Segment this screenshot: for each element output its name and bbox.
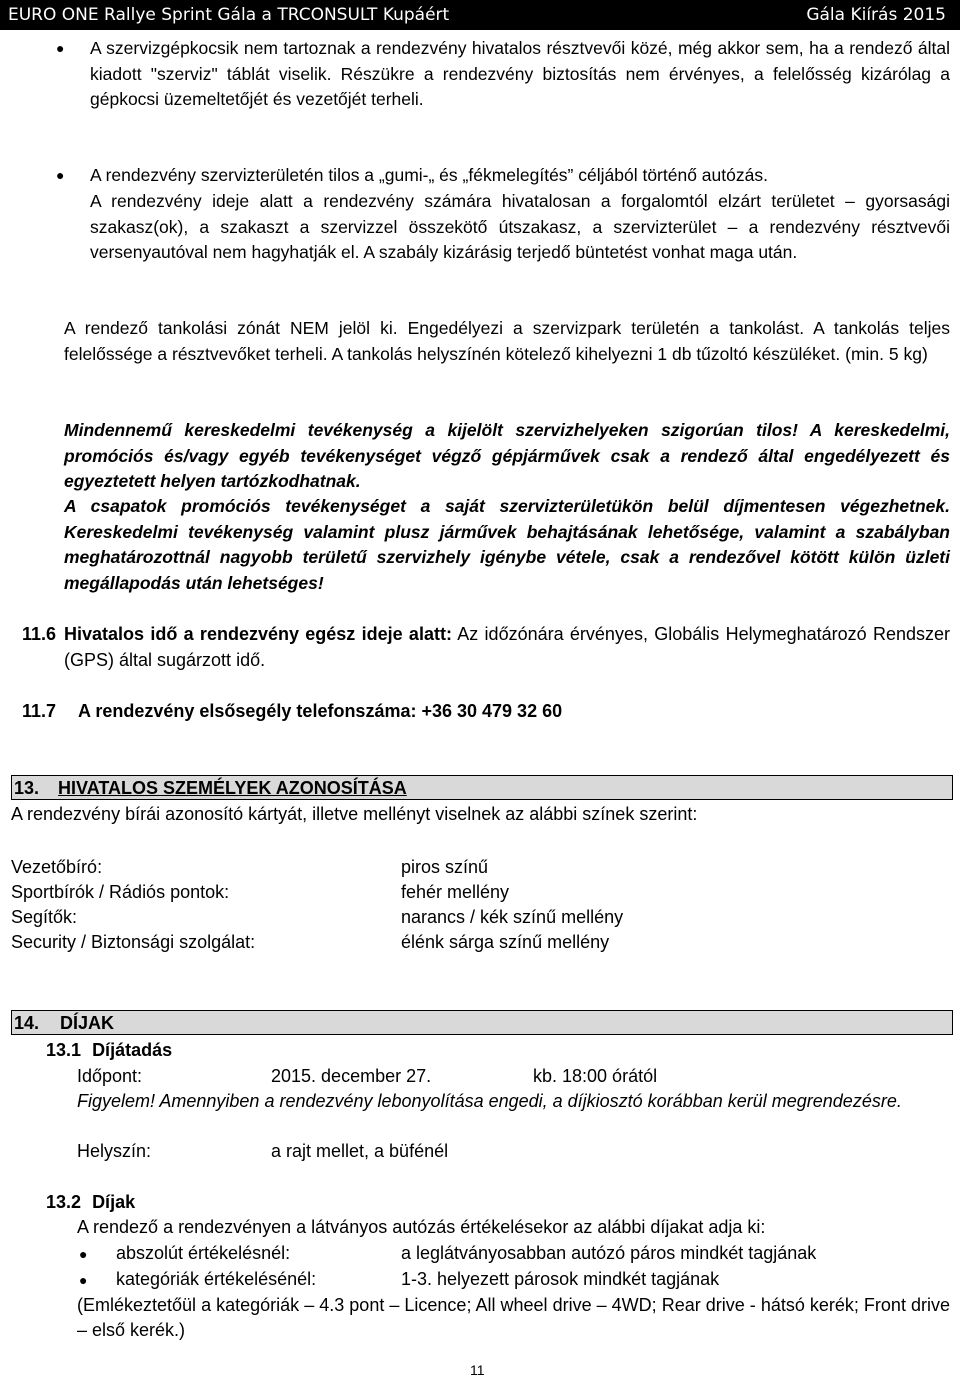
section-13-1-title: Díjátadás — [92, 1040, 173, 1060]
section-14-title: DÍJAK — [60, 1013, 115, 1033]
official-color: élénk sárga színű mellény — [401, 932, 610, 952]
page-header — [0, 0, 960, 30]
prize-value: 1-3. helyezett párosok mindkét tagjának — [401, 1269, 720, 1289]
award-place: a rajt mellet, a büfénél — [271, 1141, 449, 1161]
paragraph-closed-area: A rendezvény ideje alatt a rendezvény számára hivatalosan a forgalomtól elzárt területet – gyorsasági szakasz(ok), a szakaszt a szervizzel összekötő útszakasz, a szervizterület – a rendezvény résztvevői versenyautóval nem hagyhatják el. A szabály kizárásig terjedő büntetést vonhat maga után. — [90, 191, 950, 262]
bullet-icon: ● — [79, 1272, 88, 1288]
award-time-label: Időpont: — [77, 1066, 143, 1086]
paragraph-commercial-ban: Mindennemű kereskedelmi tevékenység a kijelölt szervizhelyeken szigorúan tilos! A kereskedelmi, promóciós és/vagy egyéb tevékenységet végző gépjárművek csak a rendező által engedélyezett és egyeztetett helyen tartózkodhatnak. — [64, 420, 950, 491]
section-13-number: 13. — [14, 778, 40, 798]
prize-value: a leglátványosabban autózó páros mindkét tagjának — [401, 1243, 817, 1263]
section-11-7-text: A rendezvény elsősegély telefonszáma: +36 30 479 32 60 — [78, 701, 563, 721]
bullet-service-cars: A szervizgépkocsik nem tartoznak a rendezvény hivatalos résztvevői közé, még akkor sem, ha a rendező által kiadott "szerviz" táblát viselik. Részükre a rendezvény biztosítás nem érvényes, a felelősség kizárólag a gépkocsi üzemeltetőjét és vezetőjét terheli. — [90, 38, 950, 109]
paragraph-refuelling: A rendező tankolási zónát NEM jelöl ki. Engedélyezi a szervizpark területén a tankolást. A tankolás teljes felelőssége a résztvevőket terheli. A tankolás helyszínén kötelező kihelyezni 1 db tűzoltó készüléket. (min. 5 kg) — [64, 318, 950, 364]
category-note: (Emlékeztetőül a kategóriák – 4.3 pont – Licence; All wheel drive – 4WD; Rear drive - hátsó kerék; Front drive – első kerék.) — [77, 1295, 950, 1340]
section-11-6-title: Hivatalos idő a rendezvény egész ideje alatt: — [64, 624, 452, 644]
official-role: Vezetőbíró: — [11, 857, 103, 877]
award-place-label: Helyszín: — [77, 1141, 152, 1161]
section-13-title: HIVATALOS SZEMÉLYEK AZONOSÍTÁSA — [58, 778, 407, 798]
section-13-intro: A rendezvény bírái azonosító kártyát, illetve mellényt viselnek az alábbi színek szerint: — [11, 804, 698, 824]
prizes-intro: A rendező a rendezvényen a látványos autózás értékelésekor az alábbi díjakat adja ki: — [77, 1217, 766, 1237]
prize-label: kategóriák értékelésénél: — [116, 1269, 317, 1289]
official-role: Segítők: — [11, 907, 78, 927]
section-11-6-text: Az időzónára érvényes, Globális Helymeghatározó Rendszer (GPS) által sugárzott idő. — [64, 624, 950, 670]
section-14-number: 14. — [14, 1013, 40, 1033]
section-13-2-title: Díjak — [92, 1192, 136, 1212]
official-color: narancs / kék színű mellény — [401, 907, 624, 927]
award-note-label: Figyelem! — [77, 1091, 156, 1111]
bullet-tyre-warming: A rendezvény szervizterületén tilos a „gumi-„ és „fékmelegítés” céljából történő autózás. — [90, 165, 768, 185]
award-date: 2015. december 27. — [271, 1066, 432, 1086]
official-role: Security / Biztonsági szolgálat: — [11, 932, 256, 952]
header-doc-name: Gála Kiírás 2015 — [806, 5, 946, 25]
section-13-2-heading — [46, 1190, 135, 1215]
section-13-header — [11, 775, 953, 800]
section-11-6-number: 11.6 — [22, 624, 57, 644]
official-color: fehér mellény — [401, 882, 510, 902]
official-color: piros színű — [401, 857, 489, 877]
award-note-text: Amennyiben a rendezvény lebonyolítása engedi, a díjkiosztó korábban kerül megrendezésre. — [159, 1091, 902, 1111]
bullet-icon: ● — [79, 1246, 88, 1262]
bullet-icon: ● — [56, 40, 65, 56]
page-number: 11 — [470, 1362, 485, 1378]
section-14-header — [11, 1010, 953, 1035]
section-13-2-number: 13.2 — [46, 1192, 82, 1212]
paragraph-promotion: A csapatok promóciós tevékenységet a saját szervizterületükön belül díjmentesen végezhetnek. Kereskedelmi tevékenység valamint plusz járművek behajtásának lehetősége, valamint a szabályban meghatározottnál nagyobb területű szervizhely igénybe vétele, csak a rendezővel kötött külön üzleti megállapodás után lehetséges! — [64, 496, 950, 593]
section-11-6 — [64, 622, 950, 673]
prize-label: abszolút értékelésnél: — [116, 1243, 291, 1263]
header-title: EURO ONE Rallye Sprint Gála a TRCONSULT Kupáért — [8, 5, 450, 25]
section-13-1-heading — [46, 1038, 172, 1063]
section-13-1-number: 13.1 — [46, 1040, 82, 1060]
award-hour: kb. 18:00 órától — [533, 1066, 658, 1086]
award-note — [77, 1089, 950, 1114]
section-11-7-number: 11.7 — [22, 701, 57, 721]
bullet-icon: ● — [56, 167, 65, 183]
official-role: Sportbírók / Rádiós pontok: — [11, 882, 230, 902]
